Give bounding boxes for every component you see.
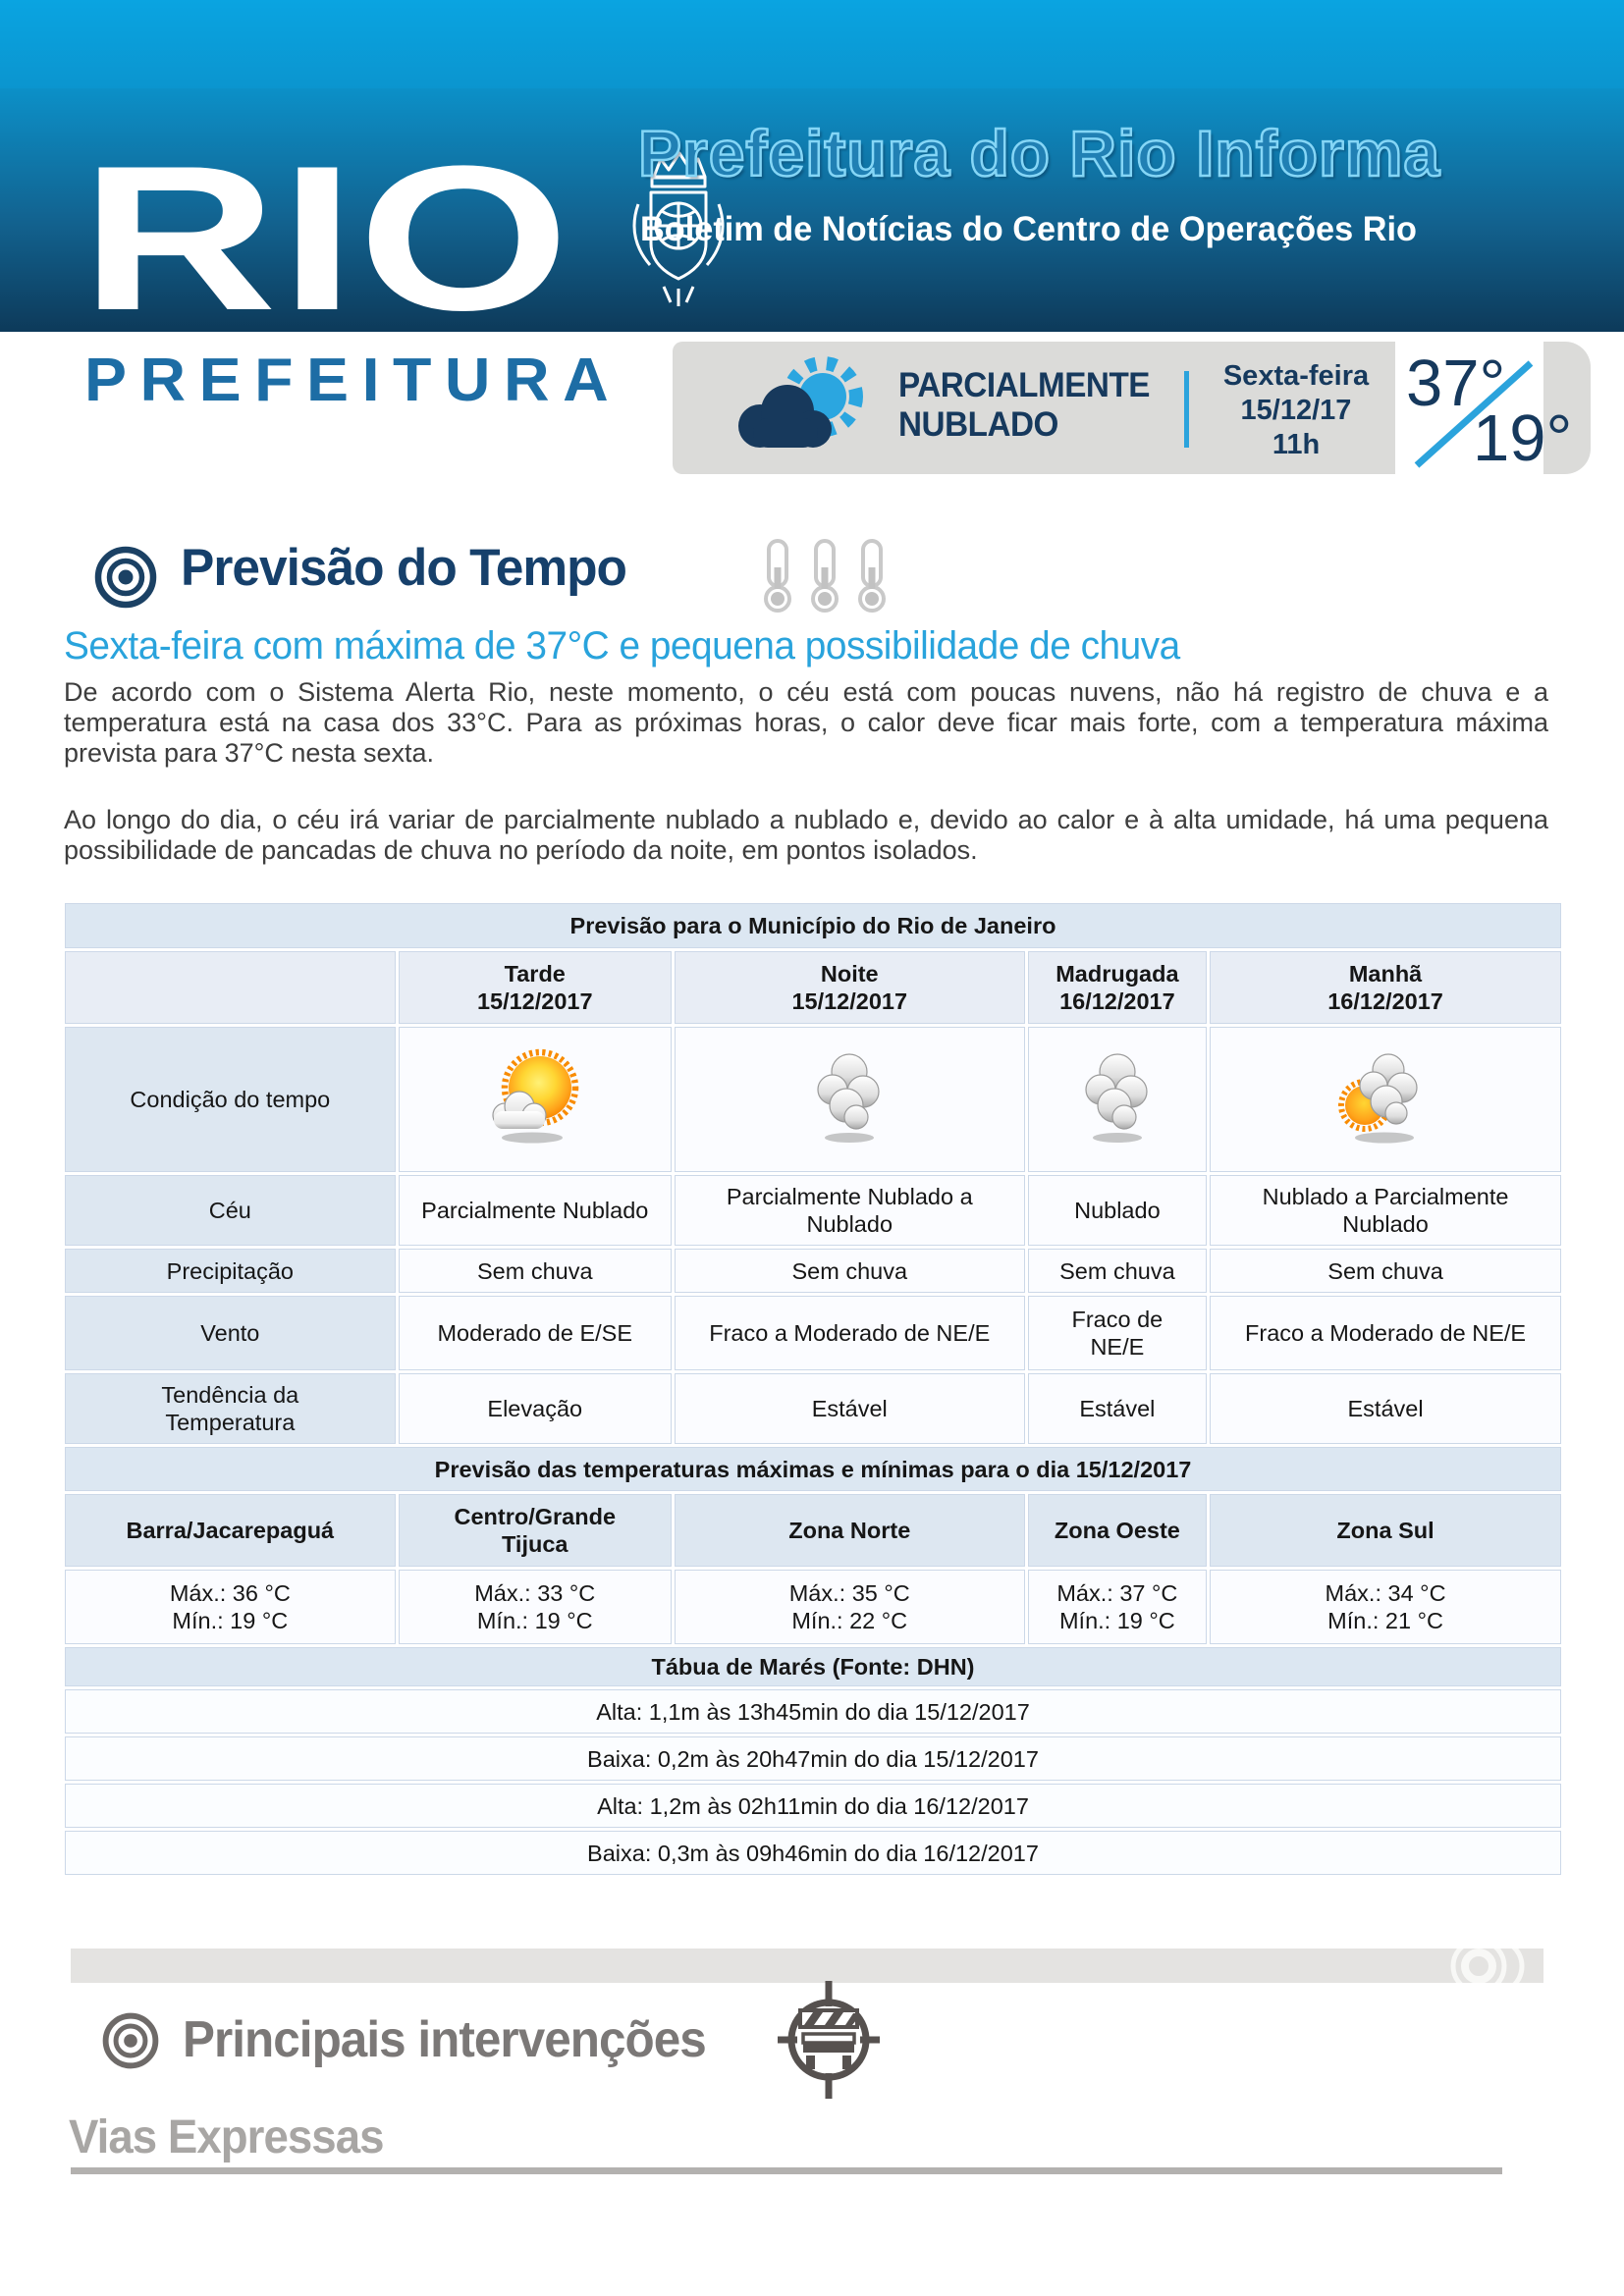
- row-label-sky: Céu: [65, 1175, 396, 1246]
- paragraph: Ao longo do dia, o céu irá variar de parcialmente nublado a nublado e, devido ao calor e à alta umidade, há uma pequena possibilidade de pancadas de chuva no período da noite, em pontos isolados.: [64, 805, 1548, 865]
- interventions-target-icon: [102, 2012, 159, 2069]
- zone-temps: Máx.: 34 °C Mín.: 21 °C: [1210, 1570, 1561, 1644]
- table-title: Previsão para o Município do Rio de Janeiro: [65, 903, 1561, 948]
- table-cell: Nublado a Parcialmente Nublado: [1210, 1175, 1561, 1246]
- banner-title: Prefeitura do Rio Informa: [638, 117, 1441, 189]
- rio-logo: RIO: [81, 123, 572, 353]
- temp-min: 19°: [1473, 401, 1573, 475]
- zone-temps: Máx.: 36 °C Mín.: 19 °C: [65, 1570, 396, 1644]
- forecast-table: [62, 900, 1564, 1878]
- condition-line1: PARCIALMENTE: [898, 366, 1150, 404]
- sun-with-cloud-icon: [477, 1048, 593, 1145]
- table-cell: Sem chuva: [1210, 1249, 1561, 1293]
- condition-label: [898, 366, 1150, 445]
- table-cell: Sem chuva: [675, 1249, 1025, 1293]
- banner-top-band: [0, 0, 1624, 88]
- weather-cell-madrugada: [1028, 1027, 1207, 1172]
- tide-table-title: Tábua de Marés (Fonte: DHN): [65, 1647, 1561, 1686]
- cloud-icon: [1068, 1048, 1166, 1145]
- table-cell: Estável: [675, 1373, 1025, 1444]
- badge-divider: [1184, 371, 1189, 448]
- col-header-manha: Manhã 16/12/2017: [1210, 951, 1561, 1024]
- row-label-precipitation: Precipitação: [65, 1249, 396, 1293]
- paragraph: De acordo com o Sistema Alerta Rio, neste momento, o céu está com poucas nuvens, não há registro de chuva e a temperatura está na casa dos 33°C. Para as próximas horas, o calor deve ficar mais forte, com a temperatura máxima prevista para 37°C nesta sexta.: [64, 677, 1548, 768]
- table-cell: Parcialmente Nublado a Nublado: [675, 1175, 1025, 1246]
- headline: Sexta-feira com máxima de 37°C e pequena possibilidade de chuva: [64, 624, 1180, 667]
- col-header-madrugada: Madrugada 16/12/2017: [1028, 951, 1207, 1024]
- zone-temps: Máx.: 35 °C Mín.: 22 °C: [675, 1570, 1025, 1644]
- subsection-heading-vias-expressas: Vias Expressas: [69, 2111, 384, 2163]
- zone-header: Barra/Jacarepaguá: [65, 1494, 396, 1567]
- table-cell: Sem chuva: [399, 1249, 672, 1293]
- badge-day: Sexta-feira: [1222, 360, 1370, 392]
- section-divider-bar: [71, 1949, 1543, 1983]
- zone-header: Zona Norte: [675, 1494, 1025, 1567]
- condition-line2: NUBLADO: [898, 405, 1058, 444]
- badge-datetime: [1200, 359, 1392, 462]
- prefeitura-wordmark: PREFEITURA: [84, 347, 623, 414]
- zone-temps: Máx.: 33 °C Mín.: 19 °C: [399, 1570, 672, 1644]
- cloud-icon: [800, 1048, 898, 1145]
- table-cell: Estável: [1210, 1373, 1561, 1444]
- weather-cell-manha: [1210, 1027, 1561, 1172]
- tide-row: Baixa: 0,2m às 20h47min do dia 15/12/2017: [65, 1736, 1561, 1781]
- table-cell: Parcialmente Nublado: [399, 1175, 672, 1246]
- temperature-table-title: Previsão das temperaturas máximas e mínimas para o dia 15/12/2017: [65, 1447, 1561, 1491]
- table-cell: Fraco a Moderado de NE/E: [1210, 1296, 1561, 1370]
- badge-date: 15/12/17: [1240, 395, 1352, 426]
- table-cell: Nublado: [1028, 1175, 1207, 1246]
- target-icon: [94, 546, 157, 609]
- interventions-heading: Principais intervenções: [183, 2011, 706, 2068]
- col-header-empty: [65, 951, 396, 1024]
- watermark-bullseye-icon: [1437, 1949, 1526, 1983]
- cloud-with-sun-icon: [1327, 1048, 1443, 1145]
- table-cell: Elevação: [399, 1373, 672, 1444]
- table-cell: Fraco de NE/E: [1028, 1296, 1207, 1370]
- weather-cell-noite: [675, 1027, 1025, 1172]
- tide-row: Alta: 1,2m às 02h11min do dia 16/12/2017: [65, 1784, 1561, 1828]
- tide-row: Baixa: 0,3m às 09h46min do dia 16/12/2017: [65, 1831, 1561, 1875]
- table-cell: Moderado de E/SE: [399, 1296, 672, 1370]
- row-label-trend: Tendência da Temperatura: [65, 1373, 396, 1444]
- zone-header: Zona Oeste: [1028, 1494, 1207, 1567]
- table-cell: Estável: [1028, 1373, 1207, 1444]
- row-label-condition: Condição do tempo: [65, 1027, 396, 1172]
- col-header-noite: Noite 15/12/2017: [675, 951, 1025, 1024]
- row-label-wind: Vento: [65, 1296, 396, 1370]
- forecast-body: [64, 677, 1548, 902]
- table-cell: Sem chuva: [1028, 1249, 1207, 1293]
- col-header-tarde: Tarde 15/12/2017: [399, 951, 672, 1024]
- table-cell: Fraco a Moderado de NE/E: [675, 1296, 1025, 1370]
- subsection-underline: [71, 2167, 1502, 2174]
- banner-subtitle: Boletim de Notícias do Centro de Operações Rio: [640, 210, 1417, 248]
- roadwork-icon: [774, 1979, 884, 2099]
- section-heading-previsao: Previsão do Tempo: [181, 539, 626, 597]
- badge-hour: 11h: [1272, 429, 1321, 460]
- tide-row: Alta: 1,1m às 13h45min do dia 15/12/2017: [65, 1689, 1561, 1734]
- zone-temps: Máx.: 37 °C Mín.: 19 °C: [1028, 1570, 1207, 1644]
- weather-cell-tarde: [399, 1027, 672, 1172]
- thermometer-icons: [761, 538, 894, 616]
- partly-cloudy-icon: [709, 353, 884, 461]
- temp-max: 37°: [1406, 347, 1506, 420]
- zone-header: Centro/Grande Tijuca: [399, 1494, 672, 1567]
- zone-header: Zona Sul: [1210, 1494, 1561, 1567]
